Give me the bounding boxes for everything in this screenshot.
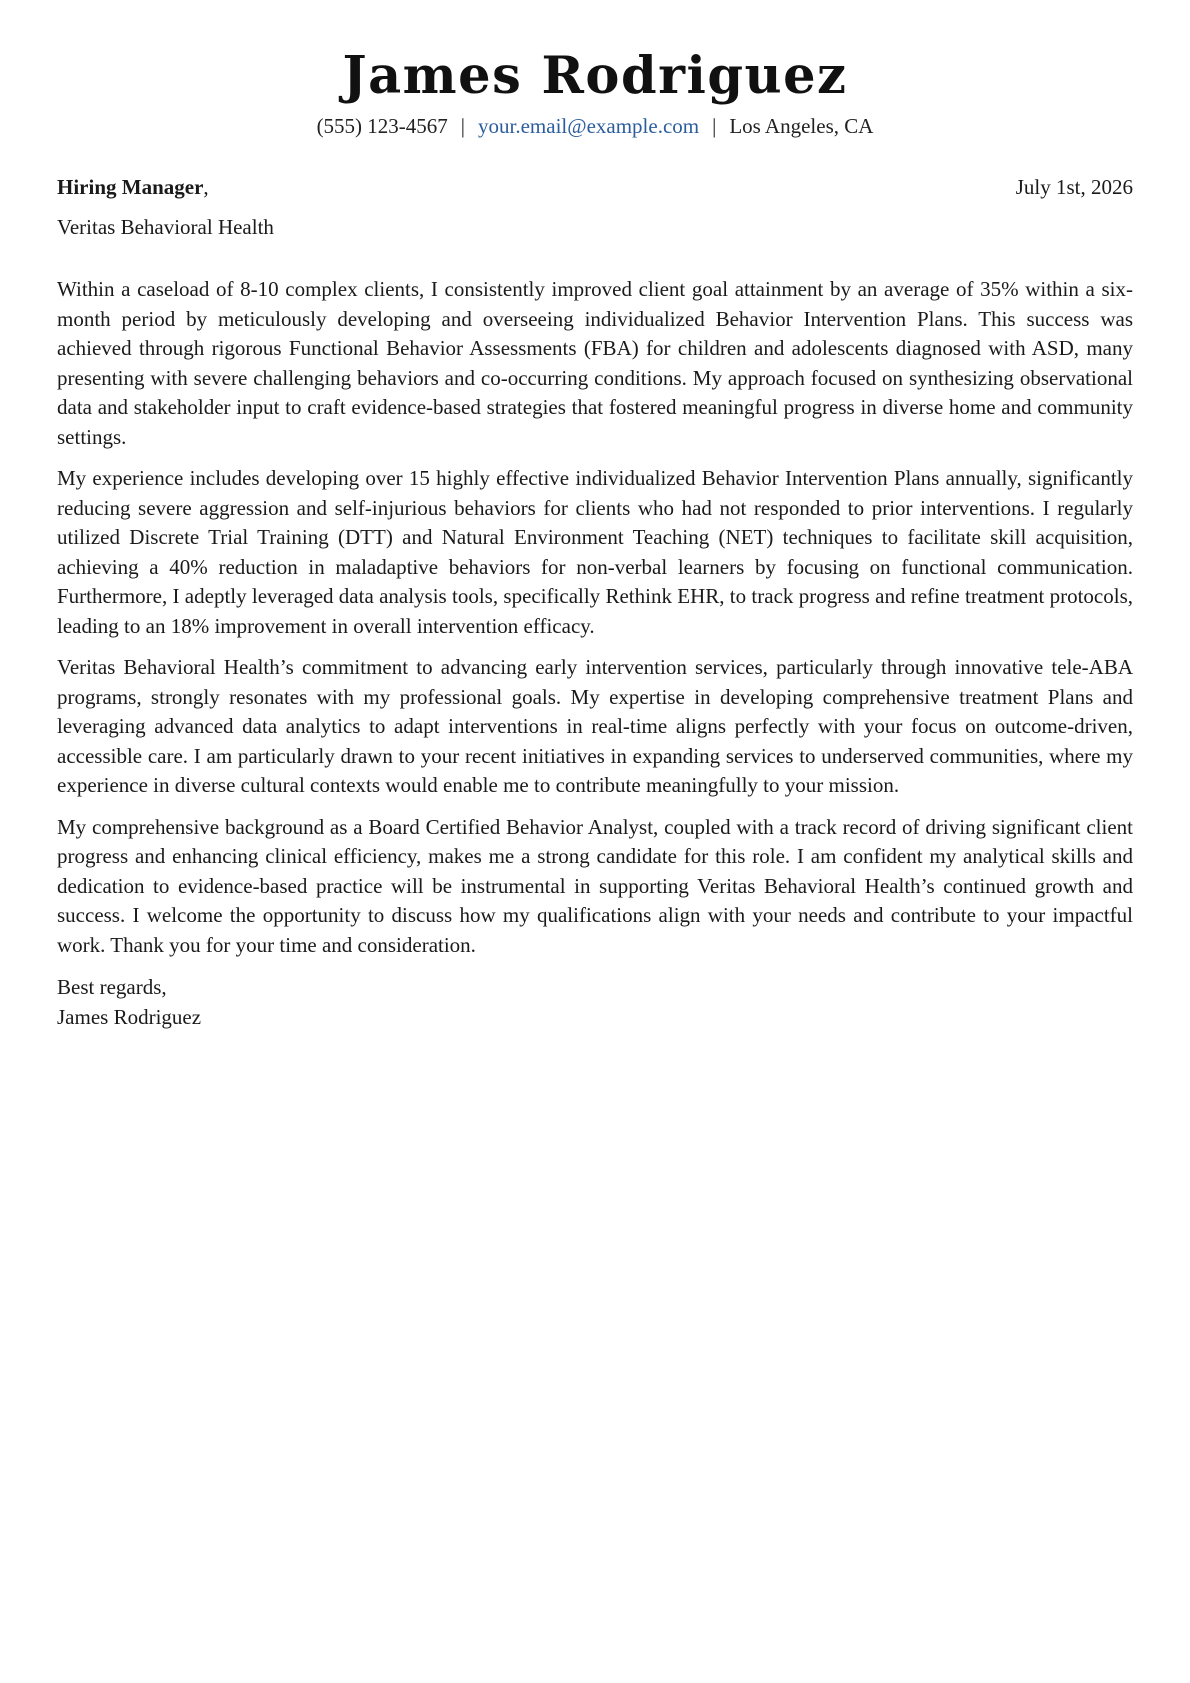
letter-closing	[57, 972, 1133, 1032]
letter-header	[57, 0, 1133, 141]
cover-letter-page	[57, 0, 1133, 1032]
company-name: Veritas Behavioral Health	[57, 215, 274, 239]
body-paragraph: My comprehensive background as a Board Certified Behavior Analyst, coupled with a track record of driving significant client progress and enhancing clinical efficiency, makes me a strong candidate for this role. I am confident my analytical skills and dedication to evidence-based practice will be instrumental in supporting Veritas Behavioral Health’s continued growth and success. I welcome the opportunity to discuss how my qualifications align with your needs and contribute to your impactful work. Thank you for your time and consideration.	[57, 814, 1133, 957]
email-link[interactable]: your.email@example.com	[478, 114, 700, 138]
closing-phrase: Best regards,	[57, 975, 167, 999]
contact-separator: |	[712, 114, 717, 138]
letter-date: July 1st, 2026	[1015, 175, 1133, 199]
letter-body	[57, 275, 1133, 960]
recipient-title: Hiring Manager	[57, 175, 204, 199]
body-paragraph: Veritas Behavioral Health’s commitment to advancing early intervention services, particularly through innovative tele-ABA programs, strongly resonates with my professional goals. My expertise in developing comprehensive treatment Plans and leveraging advanced data analytics to adapt interventions in real-time aligns perfectly with your focus on outcome-driven, accessible care. I am particularly drawn to your recent initiatives in expanding services to underserved communities, where my experience in diverse cultural contexts would enable me to contribute meaningfully to your mission.	[57, 655, 1133, 797]
body-paragraph: Within a caseload of 8-10 complex clients, I consistently improved client goal attainment by an average of 35% within a six-month period by meticulously developing and overseeing individualized Behavior Intervention Plans. This success was achieved through rigorous Functional Behavior Assessments (FBA) for children and adolescents diagnosed with ASD, many presenting with severe challenging behaviors and co-occurring conditions. My approach focused on synthesizing observational data and stakeholder input to craft evidence-based strategies that fostered meaningful progress in diverse home and community settings.	[57, 277, 1133, 449]
body-paragraph: My experience includes developing over 15 highly effective individualized Behavior Intervention Plans annually, significantly reducing severe aggression and self-injurious behaviors for clients who had not responded to prior interventions. I regularly utilized Discrete Trial Training (DTT) and Natural Environment Teaching (NET) techniques to facilitate skill acquisition, achieving a 40% reduction in maladaptive behaviors for non-verbal learners by focusing on functional communication. Furthermore, I adeptly leveraged data analysis tools, specifically Rethink EHR, to track progress and refine treatment protocols, leading to an 18% improvement in overall intervention efficacy.	[57, 466, 1133, 638]
signature-name: James Rodriguez	[57, 1005, 202, 1029]
recipient-date-row	[57, 172, 1133, 202]
recipient	[57, 172, 209, 202]
recipient-suffix: ,	[203, 175, 209, 199]
applicant-name: James Rodriguez	[342, 46, 848, 106]
contact-separator: |	[460, 114, 466, 138]
contact-line	[57, 111, 1133, 141]
location: Los Angeles, CA	[729, 114, 874, 138]
phone-number: (555) 123-4567	[316, 114, 448, 138]
